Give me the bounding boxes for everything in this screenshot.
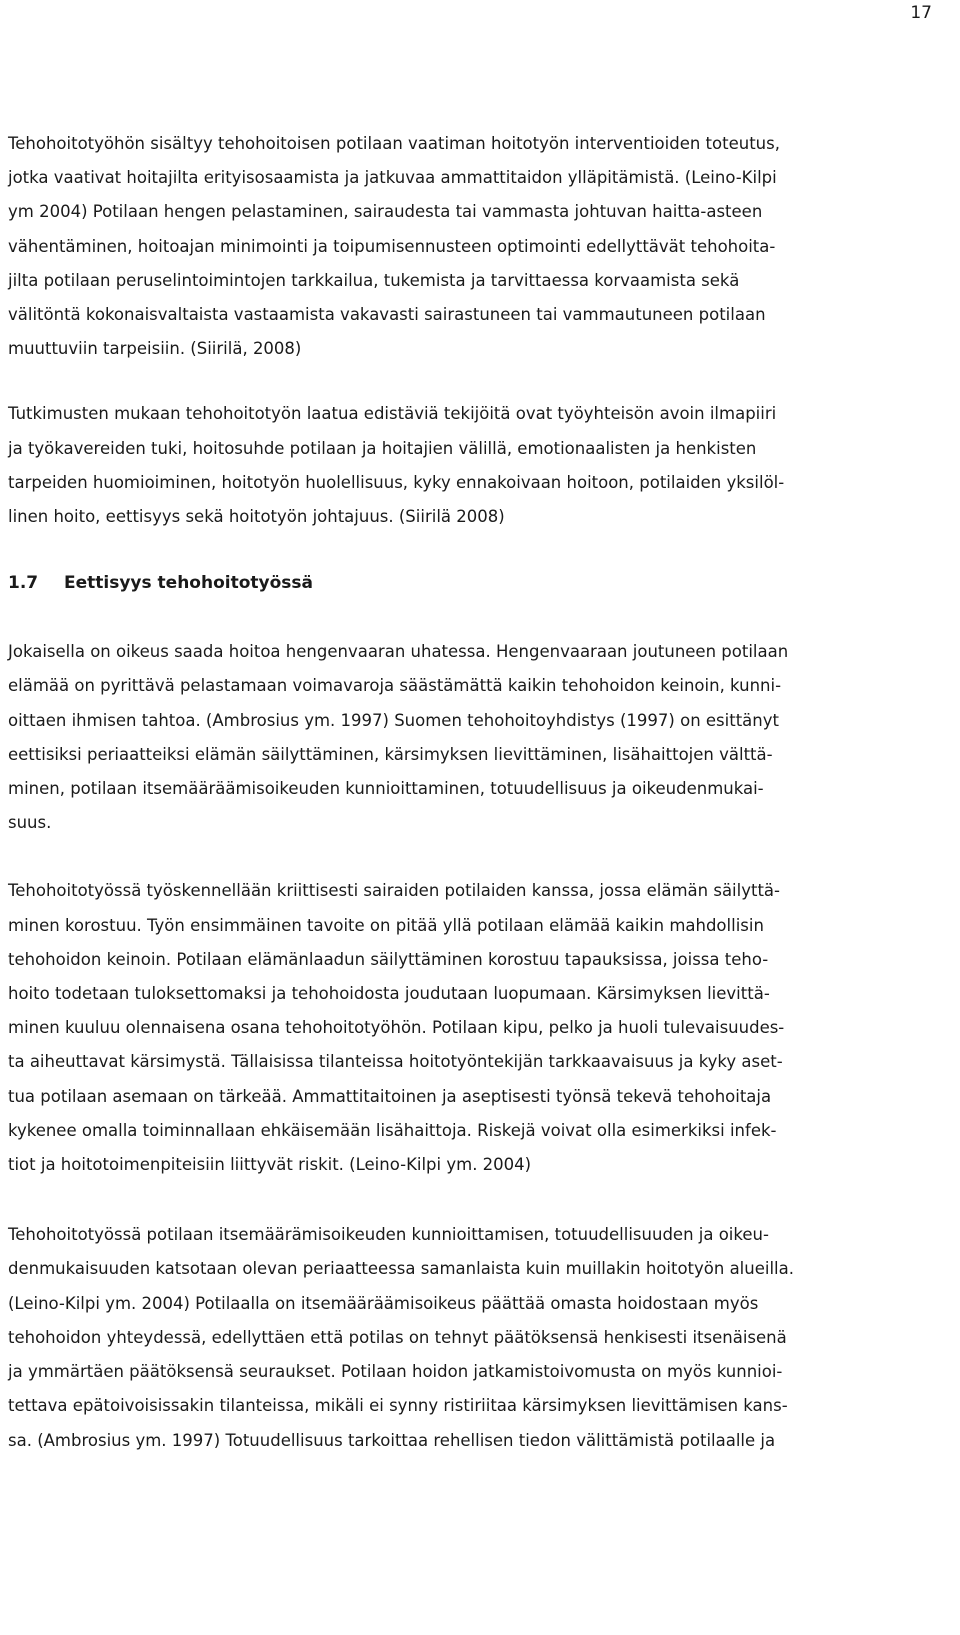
paragraph-self-determination: Tehohoitotyössä potilaan itsemäärämisoikeuden kunnioittamisen, totuudellisuuden ja oikeu- denmukaisuuden katsotaan olevan periaatteessa samanlaista kuin muillakin hoitotyön alueilla. (Leino-Kilpi ym. 2004) Potilaalla on itsemääräämisoikeus päättää omasta hoidostaan myös tehohoidon yhteydessä, edellyttäen että potilas on tehnyt päätöksensä henkisesti itsenäisenä ja ymmärtäen päätöksensä seuraukset. Potilaan hoidon jatkamistoivomusta on myös kunnioi- tettava epätoivoisissakin tilanteissa, mikäli ei synny ristiriitaa kärsimyksen lievittämisen kans- sa. (Ambrosius ym. 1997) Totuudellisuus tarkoittaa rehellisen tiedon välittämistä potilaalle ja	[8, 1225, 794, 1450]
document-body	[8, 127, 923, 1458]
paragraph-intensive-care-interventions: Tehohoitotyöhön sisältyy tehohoitoisen potilaan vaatiman hoitotyön interventioiden toteutus, jotka vaativat hoitajilta erityisosaamista ja jatkuvaa ammattitaidon ylläpitämistä. (Leino-Kilpi ym 2004) Potilaan hengen pelastaminen, sairaudesta tai vammasta johtuvan haitta-asteen vähentäminen, hoitoajan minimointi ja toipumisennusteen optimointi edellyttävät tehohoita- jilta potilaan peruselintoimintojen tarkkailua, tukemista ja tarvittaessa korvaamista sekä välitöntä kokonaisvaltaista vastaamista vakavasti sairastuneen tai vammautuneen potilaan muuttuviin tarpeisiin. (Siirilä, 2008)	[8, 134, 780, 359]
paragraph-quality-factors: Tutkimusten mukaan tehohoitotyön laatua edistäviä tekijöitä ovat työyhteisön avoin ilmapiiri ja työkavereiden tuki, hoitosuhde potilaan ja hoitajien välillä, emotionaalisten ja henkisten tarpeiden huomioiminen, hoitotyön huolellisuus, kyky ennakoivaan hoitoon, potilaiden yksilöl- linen hoito, eettisyys sekä hoitotyön johtajuus. (Siirilä 2008)	[8, 404, 785, 527]
paragraph-spacer	[8, 600, 923, 635]
paragraph-spacer	[8, 1182, 923, 1218]
paragraph-preserving-life: Tehohoitotyössä työskennellään kriittisesti sairaiden potilaiden kanssa, jossa elämän säilyttä- minen korostuu. Työn ensimmäinen tavoite on pitää yllä potilaan elämää kaikin mahdollisin tehohoidon keinoin. Potilaan elämänlaadun säilyttäminen korostuu tapauksissa, joissa teho- hoito todetaan tuloksettomaksi ja tehohoidosta joudutaan luopumaan. Kärsimyksen lievittä- minen kuuluu olennaisena osana tehohoitotyöhön. Potilaan kipu, pelko ja huoli tulevaisuudes- ta aiheuttavat kärsimystä. Tällaisissa tilanteissa hoitotyöntekijän tarkkaavaisuus ja kyky aset- tua potilaan asemaan on tärkeää. Ammattitaitoinen ja aseptisesti työnsä tekevä tehohoitaja kykenee omalla toiminnallaan ehkäisemään lisähaittoja. Riskejä voivat olla esimerkiksi infek- tiot ja hoitotoimenpiteisiin liittyvät riskit. (Leino-Kilpi ym. 2004)	[8, 881, 785, 1175]
section-title: Eettisyys tehohoitotyössä	[64, 573, 313, 594]
paragraph-ethical-principles: Jokaisella on oikeus saada hoitoa hengenvaaran uhatessa. Hengenvaaraan joutuneen potilaan elämää on pyrittävä pelastamaan voimavaroja säästämättä kaikin tehohoidon keinoin, kunni- oittaen ihmisen tahtoa. (Ambrosius ym. 1997) Suomen tehohoitoyhdistys (1997) on esittänyt eettisiksi periaatteiksi elämän säilyttäminen, kärsimyksen lievittäminen, lisähaittojen välttä- minen, potilaan itsemääräämisoikeuden kunnioittaminen, totuudellisuus ja oikeudenmukai- suus.	[8, 642, 789, 833]
section-heading	[8, 566, 923, 600]
page-number: 17	[910, 3, 932, 23]
paragraph-spacer	[8, 366, 923, 397]
section-number: 1.7	[8, 573, 39, 594]
paragraph-spacer	[8, 840, 923, 874]
paragraph-spacer	[8, 534, 923, 566]
